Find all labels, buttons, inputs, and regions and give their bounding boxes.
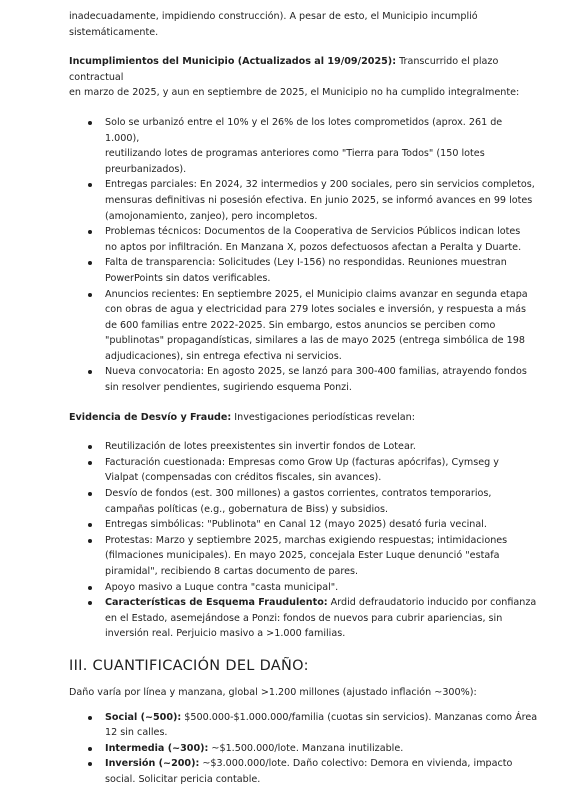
incumplimientos-text: en marzo de 2025, y aun en septiembre de 2025, el Municipio no ha cumplido integralmente: <box>69 87 520 99</box>
bullet-icon <box>88 445 92 449</box>
bullet-icon <box>88 461 92 465</box>
bullet-icon <box>88 539 92 543</box>
bullet-icon <box>88 370 92 374</box>
list-item: Nueva convocatoria: En agosto 2025, se lanzó para 300-400 familias, atrayendo fondos sin resolver pendientes, sugiriendo esquema Ponzi. <box>69 364 539 395</box>
list-item: Inversión (~200): ~$3.000.000/lote. Daño colectivo: Demora en vivienda, impacto social. Solicitar pericia contable. <box>69 756 539 787</box>
list-item: Social (~500): $500.000-$1.000.000/familia (cuotas sin servicios). Manzanas como Área 12 sin calles. <box>69 710 539 741</box>
list-item: Intermedia (~300): ~$1.500.000/lote. Manzana inutilizable. <box>69 741 539 757</box>
intro-line: inadecuadamente, impidiendo construcción). A pesar de esto, el Municipio incumplió <box>69 11 478 22</box>
damage-list <box>69 710 539 788</box>
list-item: Problemas técnicos: Documentos de la Cooperativa de Servicios Públicos indican lotes no aptos por infiltración. En Manzana X, pozos defectuosos afectan a Peralta y Duarte. <box>69 224 539 255</box>
intro-line: sistemáticamente. <box>69 26 159 38</box>
evidencia-heading: Evidencia de Desvío y Fraude: <box>69 411 232 423</box>
list-item: Entregas simbólicas: "Publinota" en Canal 12 (mayo 2025) desató furia vecinal. <box>69 517 539 533</box>
bullet-icon <box>88 762 92 766</box>
bullet-icon <box>88 716 92 720</box>
list-item: Falta de transparencia: Solicitudes (Ley I-156) no respondidas. Reuniones muestran PowerPoints sin datos verificables. <box>69 255 539 286</box>
bullet-icon <box>88 586 92 590</box>
list-item: Facturación cuestionada: Empresas como Grow Up (facturas apócrifas), Cymseg y Vialpat (compensadas con créditos fiscales, sin avances). <box>69 455 539 486</box>
bullet-icon <box>88 293 92 297</box>
bullet-icon <box>88 183 92 187</box>
incumplimientos-heading: Incumplimientos del Municipio (Actualizados al 19/09/2025): <box>69 56 397 68</box>
document-body <box>69 9 539 788</box>
incumplimientos-list <box>69 115 539 396</box>
list-item: Reutilización de lotes preexistentes sin invertir fondos de Lotear. <box>69 439 539 455</box>
section3-intro: Daño varía por línea y manzana, global >1.200 millones (ajustado inflación ~300%): <box>69 686 477 698</box>
bullet-icon <box>88 261 92 265</box>
bullet-icon <box>88 523 92 527</box>
evidencia-text: Investigaciones periodísticas revelan: <box>231 411 415 423</box>
bullet-icon <box>88 747 92 751</box>
list-item: Entregas parciales: En 2024, 32 intermedios y 200 sociales, pero sin servicios completos, mensuras definitivas ni posesión efectiva. En junio 2025, se informó avances en 99 lotes (amojonamiento, zanjeo), pero incompletos. <box>69 177 539 224</box>
bullet-icon <box>88 492 92 496</box>
evidencia-list <box>69 439 539 642</box>
list-item: Protestas: Marzo y septiembre 2025, marchas exigiendo respuestas; intimidaciones (filmaciones municipales). En mayo 2025, concejala Ester Luque denunció "estafa piramidal", recibiendo 8 cartas documento de pares. <box>69 533 539 580</box>
bullet-icon <box>88 121 92 125</box>
section-heading: III. CUANTIFICACIÓN DEL DAÑO: <box>69 657 309 674</box>
intro-paragraph <box>69 9 539 40</box>
list-item: Anuncios recientes: En septiembre 2025, el Municipio claims avanzar en segunda etapa con obras de agua y electricidad para 279 lotes sociales e inversión, y respuesta a más de 600 familias entre 2022-2025. Sin embargo, estos anuncios se perciben como "publinotas" propagandísticas, similares a las de mayo 2025 (entrega simbólica de 198 adjudicaciones), sin entrega efectiva ni servicios. <box>69 287 539 365</box>
list-item: Solo se urbanizó entre el 10% y el 26% de los lotes comprometidos (aprox. 261 de 1.000), reutilizando lotes de programas anteriores como "Tierra para Todos" (150 lotes preurbanizados). <box>69 115 539 177</box>
list-item: Características de Esquema Fraudulento: Ardid defraudatorio inducido por confianza en el Estado, asemejándose a Ponzi: fondos de nuevos para cubrir apariencias, sin inversión real. Perjuicio masivo a >1.000 familias. <box>69 595 539 642</box>
bullet-icon <box>88 601 92 605</box>
evidencia-paragraph <box>69 410 539 426</box>
list-item: Apoyo masivo a Luque contra "casta municipal". <box>69 580 539 596</box>
list-item: Desvío de fondos (est. 300 millones) a gastos corrientes, contratos temporarios, campañas políticas (e.g., gobernatura de Biss) y subsidios. <box>69 486 539 517</box>
bullet-icon <box>88 230 92 234</box>
incumplimientos-text: Transcurrido el plazo contractual <box>69 56 499 83</box>
incumplimientos-paragraph <box>69 54 539 101</box>
